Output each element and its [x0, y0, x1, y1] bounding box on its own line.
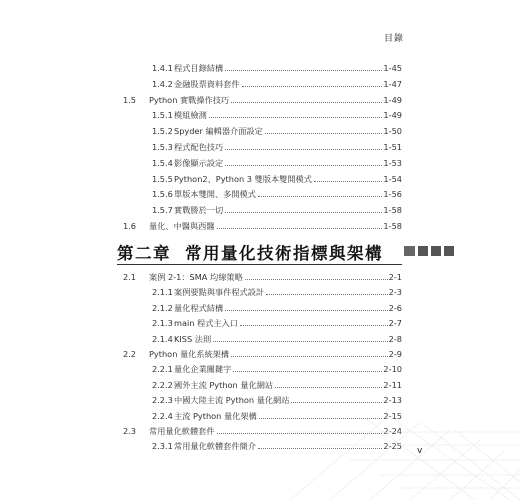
toc-entry-title: 常用量化軟體套件簡介 — [174, 441, 256, 452]
toc-entry-title: 案例 2-1：SMA 均線策略 — [149, 272, 243, 282]
toc-entry — [152, 138, 402, 152]
page-number: v — [417, 446, 423, 456]
dot-leader — [225, 310, 387, 311]
toc-entry-number: 1.5.5 — [152, 173, 173, 184]
toc-entry — [123, 268, 402, 282]
toc-entry-title: 模組檢測 — [174, 110, 207, 121]
toc-entry — [152, 170, 402, 184]
toc-entry-title: 常用量化軟體套件 — [149, 426, 215, 436]
toc-entry — [152, 314, 402, 328]
toc-entry-page: 1-54 — [383, 173, 402, 184]
toc-entry-title: KISS 法則 — [174, 333, 212, 344]
chapter-number: 第二章 — [117, 244, 171, 263]
running-head: 目錄 — [383, 34, 404, 44]
dot-leader — [242, 86, 383, 87]
toc-entry-title: Spyder 編輯器介面設定 — [174, 126, 263, 137]
toc-entry-number: 2.1.3 — [152, 318, 173, 329]
toc-entry-page: 1-49 — [383, 110, 402, 121]
toc-entry-title: 量化企業關鍵字 — [174, 364, 232, 375]
toc-entry-number: 1.5.4 — [152, 157, 173, 168]
toc-entry — [152, 122, 402, 136]
toc-entry-page: 1-58 — [383, 221, 402, 231]
chapter-heading — [117, 240, 393, 264]
toc-entry-page: 1-53 — [383, 157, 402, 168]
toc-entry-page: 2-10 — [383, 364, 402, 375]
dot-leader — [265, 133, 383, 134]
toc-entry-page: 2-11 — [383, 379, 402, 390]
toc-entry-number: 2.2.2 — [152, 379, 173, 390]
dot-leader — [217, 228, 383, 229]
toc-entry — [123, 217, 402, 231]
dot-leader — [225, 149, 382, 150]
toc-entry-title: 量化、中醫與西醫 — [149, 221, 215, 231]
dot-leader — [231, 356, 388, 357]
dot-leader — [266, 294, 388, 295]
toc-entry-page: 2-6 — [388, 302, 402, 313]
toc-entry — [152, 154, 402, 168]
toc-entry — [123, 345, 402, 359]
toc-entry-number: 2.3.1 — [152, 441, 173, 452]
dot-leader — [213, 341, 387, 342]
toc-entry-number: 1.6 — [123, 221, 137, 231]
chapter-rule — [117, 264, 402, 265]
toc-entry-page: 2-3 — [388, 287, 402, 298]
toc-entry-page: 2-8 — [388, 333, 402, 344]
toc-entry-page: 1-47 — [383, 78, 402, 89]
toc-entry — [152, 185, 402, 199]
toc-entry-title: 實戰勝於一切 — [174, 205, 224, 216]
dot-leader — [225, 212, 382, 213]
toc-entry — [152, 376, 402, 390]
decor-block — [404, 246, 415, 256]
dot-leader — [225, 70, 382, 71]
toc-entry-number: 2.2.1 — [152, 364, 173, 375]
toc-entry — [152, 75, 402, 89]
dot-leader — [225, 165, 382, 166]
toc-entry-page: 2-24 — [383, 426, 402, 436]
toc-entry-page: 2-15 — [383, 410, 402, 421]
toc-entry-number: 1.5.3 — [152, 142, 173, 152]
decor-block — [418, 246, 428, 256]
toc-entry-number: 2.1.2 — [152, 302, 173, 313]
toc-entry-page: 1-58 — [383, 205, 402, 216]
toc-entry — [152, 299, 402, 313]
toc-entry-title: main 程式主入口 — [174, 318, 238, 329]
toc-entry-number: 1.5.6 — [152, 189, 173, 200]
toc-entry-title: 程式目錄結構 — [174, 63, 224, 73]
toc-entry-number: 1.5.1 — [152, 110, 173, 121]
toc-entry-number: 1.5.2 — [152, 126, 173, 137]
toc-entry-number: 1.5.7 — [152, 205, 173, 216]
toc-entry-title: 程式配色技巧 — [174, 142, 224, 152]
dot-leader — [275, 387, 382, 388]
dot-leader — [258, 196, 383, 197]
toc-entry-page: 2-1 — [388, 272, 402, 282]
toc-entry-title: Python2、Python 3 雙版本雙開模式 — [174, 173, 312, 184]
toc-entry-page: 2-7 — [388, 318, 402, 329]
toc-entry-page: 2-9 — [388, 349, 402, 359]
decor-block — [444, 246, 454, 256]
toc-entry-title: 單版本雙開、多開模式 — [174, 189, 256, 200]
toc-entry — [152, 59, 402, 73]
toc-entry — [152, 106, 402, 120]
toc-entry-page: 1-50 — [383, 126, 402, 137]
toc-entry-title: 國外主流 Python 量化網站 — [174, 379, 274, 390]
background-grid-pattern — [250, 400, 520, 500]
toc-entry-number: 2.3 — [123, 426, 137, 436]
toc-entry-title: 量化程式結構 — [174, 302, 224, 313]
chapter-title: 常用量化技術指標與架構 — [185, 244, 383, 263]
toc-entry — [152, 201, 402, 215]
toc-entry-title: 影像顯示設定 — [174, 157, 224, 168]
toc-entry-title: Python 實戰操作技巧 — [149, 94, 230, 105]
toc-entry-page: 1-45 — [383, 63, 402, 73]
toc-entry — [152, 360, 402, 374]
toc-entry — [152, 283, 402, 297]
toc-entry-title: 案例要點與事件程式設計 — [174, 287, 265, 298]
toc-entry — [123, 91, 402, 105]
decor-block — [431, 246, 441, 256]
toc-entry-number: 2.2 — [123, 349, 137, 359]
dot-leader — [231, 102, 382, 103]
toc-entry-page: 1-51 — [383, 142, 402, 152]
toc-entry-number: 1.4.1 — [152, 63, 173, 73]
toc-entry-number: 2.2.3 — [152, 395, 173, 406]
toc-entry-number: 1.4.2 — [152, 78, 173, 89]
toc-entry-title: Python 量化系統架構 — [149, 349, 230, 359]
toc-entry-page: 1-56 — [383, 189, 402, 200]
dot-leader — [245, 279, 388, 280]
dot-leader — [209, 117, 383, 118]
toc-entry-title: 金融股票資料套件 — [174, 78, 240, 89]
toc-entry-title: 中國大陸主流 Python 量化網站 — [174, 395, 290, 406]
toc-entry-page: 2-25 — [383, 441, 402, 452]
toc-entry-number: 2.1.4 — [152, 333, 173, 344]
toc-entry-number: 1.5 — [123, 94, 137, 105]
chapter-decorative-blocks — [404, 246, 454, 256]
toc-entry-page: 2-13 — [383, 395, 402, 406]
toc-entry-number: 2.1 — [123, 272, 137, 282]
toc-entry-page: 1-49 — [383, 94, 402, 105]
dot-leader — [314, 181, 383, 182]
toc-entry-number: 2.1.1 — [152, 287, 173, 298]
dot-leader — [233, 371, 382, 372]
toc-entry-number: 2.2.4 — [152, 410, 173, 421]
toc-entry-title: 主流 Python 量化架構 — [174, 410, 257, 421]
toc-entry — [152, 330, 402, 344]
dot-leader — [240, 325, 388, 326]
